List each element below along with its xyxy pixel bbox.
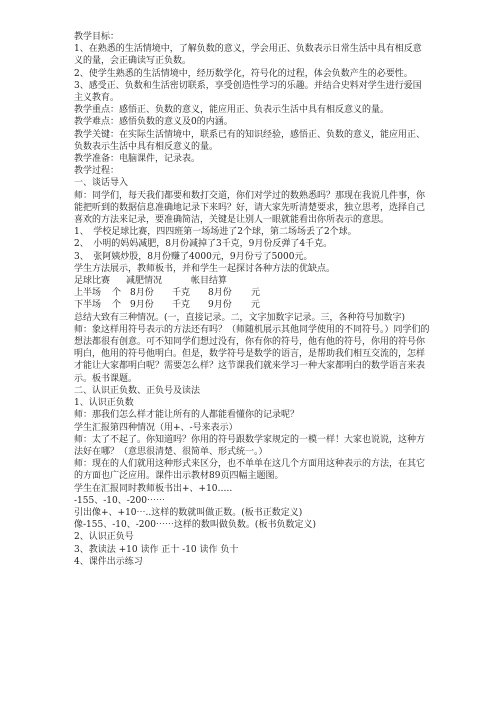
table-cell: 千克 xyxy=(172,300,191,311)
teacher-praise: 师：太了不起了。你知道吗？你用的符号跟数学家规定的一模一样！大家也说说，这种方法好在哪？（意思很清楚、很简单、形式统一。） xyxy=(74,434,426,457)
board-negative: -155、-10、-200⋯⋯ xyxy=(74,495,165,506)
student-report: 学生汇报第四种情况（用+、-号来表示） xyxy=(74,422,238,433)
table-cell: 元 xyxy=(251,300,261,311)
process-heading: 教学过程： xyxy=(74,166,120,177)
subsection-2-heading: 2、认识正负号 xyxy=(74,532,134,543)
key-issue: 教学关键：在实际生活情境中，联系已有的知识经验，感悟正、负数的意义，能应用正、负数表示生活中具有相反意义的量。 xyxy=(74,129,426,152)
table-cell: 千克 xyxy=(172,288,191,299)
teacher-application: 师：现在的人们就用这种形式来区分，也不单单在这几个方面用这种表示的方法，在其它的方面也广泛应用。课件出示教材89页四幅主题图。 xyxy=(74,459,426,482)
example-1: 1、 学校足球比赛，四四班第一场场进了2个球，第二场场丢了2个球。 xyxy=(74,227,357,238)
board-positive: 学生在汇报同时教师板书出+、+10….. xyxy=(74,483,233,494)
difficult-point: 教学难点：感悟负数的意义及0的内涵。 xyxy=(74,117,233,128)
table-cell: 8月份 xyxy=(130,288,154,299)
record-table-header xyxy=(74,275,430,287)
goal-2: 2、使学生熟悉的生活情境中，经历数学化，符号化的过程，体会负数产生的必要性。 xyxy=(74,68,413,79)
teacher-question: 师：那我们怎么样才能让所有的人都能看懂你的记录呢？ xyxy=(74,410,300,421)
goal-1: 1、在熟悉的生活情境中，了解负数的意义，学会用正、负数表示日常生活中具有相反意义的量，会正确读写正负数。 xyxy=(74,44,422,67)
table-cell: 9月份 xyxy=(130,300,154,311)
teaching-goals-heading: 教学目标： xyxy=(74,32,120,42)
document-body xyxy=(74,31,430,568)
table-row xyxy=(74,299,430,311)
key-point: 教学重点：感悟正、负数的意义，能应用正、负表示生活中具有相反意义的量。 xyxy=(74,105,390,116)
table-cell: 下半场 xyxy=(74,300,102,311)
table-cell: 8月份 xyxy=(208,288,232,299)
table-cell: 上半场 xyxy=(74,288,102,299)
table-header-cell: 减肥情况 xyxy=(126,276,163,287)
table-cell: 个 xyxy=(112,288,122,299)
negative-definition: 像-155、-10、-200⋯⋯这样的数叫做负数。(板书负数定义) xyxy=(74,520,316,531)
table-cell: 9月份 xyxy=(208,300,232,311)
table-header-cell: 足球比赛 xyxy=(74,276,111,287)
teacher-intro: 师：同学们，每天我们都要和数打交道，你们对学过的数熟悉吗？那现在我说几件事，你能把听到的数据信息准确地记录下来吗？好，请大家先听清楚要求，独立思考，选择自己喜欢的方法来记录，要准确简洁，关键是让别人一眼就能看出你所表示的意思。 xyxy=(74,190,426,226)
table-cell: 个 xyxy=(112,300,122,311)
goal-3: 3、感受正、负数和生活密切联系，享受创造性学习的乐趣。并结合史料对学生进行爱国主义教育。 xyxy=(74,80,422,104)
table-header-cell: 帐目结算 xyxy=(191,276,228,287)
section-1-heading: 一、谈话导入 xyxy=(74,178,129,189)
summary-three-methods: 总结大致有三种情况。(一，直接记录。二，文字加数字记录。三，各种符号加数字) xyxy=(74,312,406,323)
subsection-3-reading: 3、教读法 +10 读作 正十 -10 读作 负十 xyxy=(74,544,239,555)
section-2-heading: 二、认识正负数、正负号及读法 xyxy=(74,385,201,396)
positive-definition: 引出像+、+10⋯..这样的数就叫做正数。(板书正数定义) xyxy=(74,507,303,518)
table-row xyxy=(74,287,430,299)
teacher-symbols-discussion: 师：象这样用符号表示的方法还有吗？（师随机展示其他同学使用的不同符号。）同学们的想法都很有创意。可不知同学们想过没有，你有你的符号，他有他的符号，你用的符号你明白，他用的符号他明白。但是，数学符号是数学的语言，是帮助我们相互交流的，怎样才能让大家都明白呢？需要怎么样？这节课我们就来学习一种大家都明白的数学语言来表示。板书课题。 xyxy=(74,324,430,384)
example-2: 2、 小明的妈妈减肥，8月份减掉了3千克，9月份反弹了4千克。 xyxy=(74,239,333,250)
subsection-4-exercise: 4、课件出示练习 xyxy=(74,556,143,567)
table-cell: 元 xyxy=(251,288,261,299)
preparation: 教学准备：电脑课件，记录表。 xyxy=(74,154,201,165)
example-3: 3、 张阿姨炒股，8月份赚了4000元，9月份亏了5000元。 xyxy=(74,251,313,262)
student-methods: 学生方法展示，教师板书，并和学生一起探讨各种方法的优缺点。 xyxy=(74,263,336,274)
subsection-1-heading: 1、认识正负数 xyxy=(74,398,134,409)
